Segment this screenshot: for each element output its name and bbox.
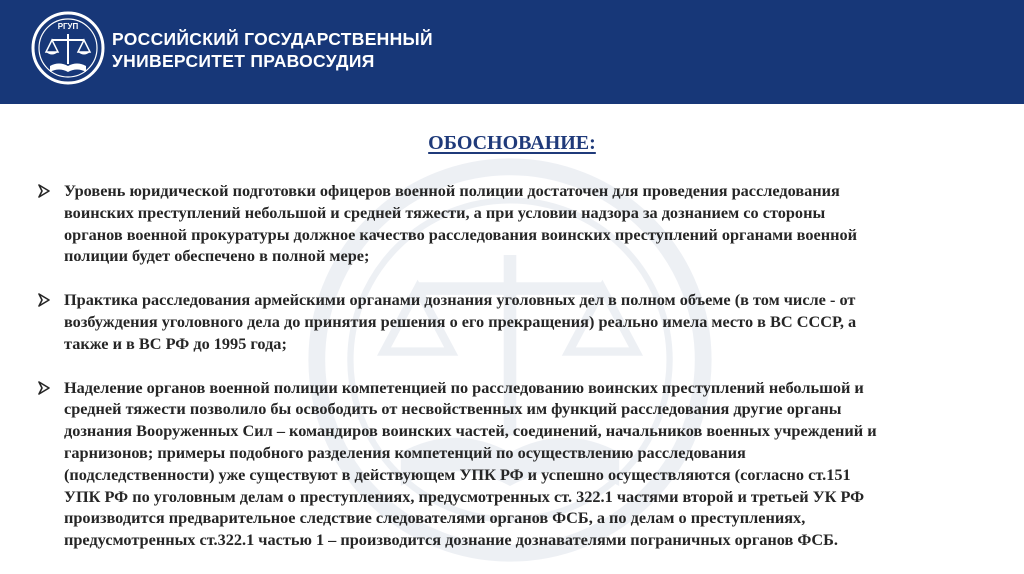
arrow-bullet-icon bbox=[38, 184, 50, 198]
header-banner bbox=[0, 0, 1024, 104]
list-item-line: Практика расследования армейскими органами дознания уголовных дел в полном объеме (в том числе - от bbox=[64, 290, 856, 310]
list-item bbox=[38, 377, 1018, 551]
page-title-text: ОБОСНОВАНИЕ: bbox=[428, 132, 596, 154]
list-item-line: воинских преступлений небольшой и средней тяжести, а при условии надзора за дознанием со стороны bbox=[64, 202, 826, 222]
list-item-line: гарнизонов; примеры подобного разделения компетенций по осуществлению расследования bbox=[64, 442, 746, 462]
arrow-bullet-icon bbox=[38, 293, 50, 307]
logo-text: РГУП bbox=[57, 22, 79, 31]
list-item-line: также и в ВС РФ до 1995 года; bbox=[64, 333, 287, 353]
list-item-line: предусмотренных ст.322.1 частью 1 – производится дознание дознавателями пограничных органов ФСБ. bbox=[64, 530, 838, 550]
list-item-line: Наделение органов военной полиции компетенцией по расследованию воинских преступлений небольшой и bbox=[64, 377, 864, 397]
list-item-line: (подследственности) уже существуют в действующем УПК РФ и успешно осуществляются (согласно ст.151 bbox=[64, 464, 851, 484]
list-item-line: УПК РФ по уголовным делам о преступлениях, предусмотренных ст. 322.1 частями второй и третьей УК РФ bbox=[64, 486, 865, 506]
list-item-line: органов военной прокуратуры должное качество расследования воинских преступлений органами военной bbox=[64, 224, 857, 244]
list-item-line: дознания Вооруженных Сил – командиров воинских частей, соединений, начальников военных учреждений и bbox=[64, 421, 877, 441]
list-item bbox=[38, 180, 1018, 267]
list-item-line: средней тяжести позволило бы освободить от несвойственных им функций расследования другие органы bbox=[64, 399, 842, 419]
university-name-line-2: УНИВЕРСИТЕТ ПРАВОСУДИЯ bbox=[112, 51, 375, 71]
university-name bbox=[112, 28, 433, 72]
arrow-bullet-icon bbox=[38, 381, 50, 395]
list-item-line: полиции будет обеспечено в полной мере; bbox=[64, 246, 370, 266]
page-title bbox=[0, 132, 1024, 155]
list-item-line: возбуждения уголовного дела до принятия решения о его прекращения) реально имела место в ВС СССР, а bbox=[64, 311, 857, 331]
justification-list bbox=[38, 180, 1018, 573]
list-item-line: производится предварительное следствие следователями органов ФСБ, а по делам о преступлениях, bbox=[64, 508, 806, 528]
university-logo-icon bbox=[30, 10, 106, 86]
list-item-line: Уровень юридической подготовки офицеров военной полиции достаточен для проведения расследования bbox=[64, 181, 840, 200]
list-item bbox=[38, 289, 1018, 354]
university-name-line-1: РОССИЙСКИЙ ГОСУДАРСТВЕННЫЙ bbox=[112, 29, 433, 49]
